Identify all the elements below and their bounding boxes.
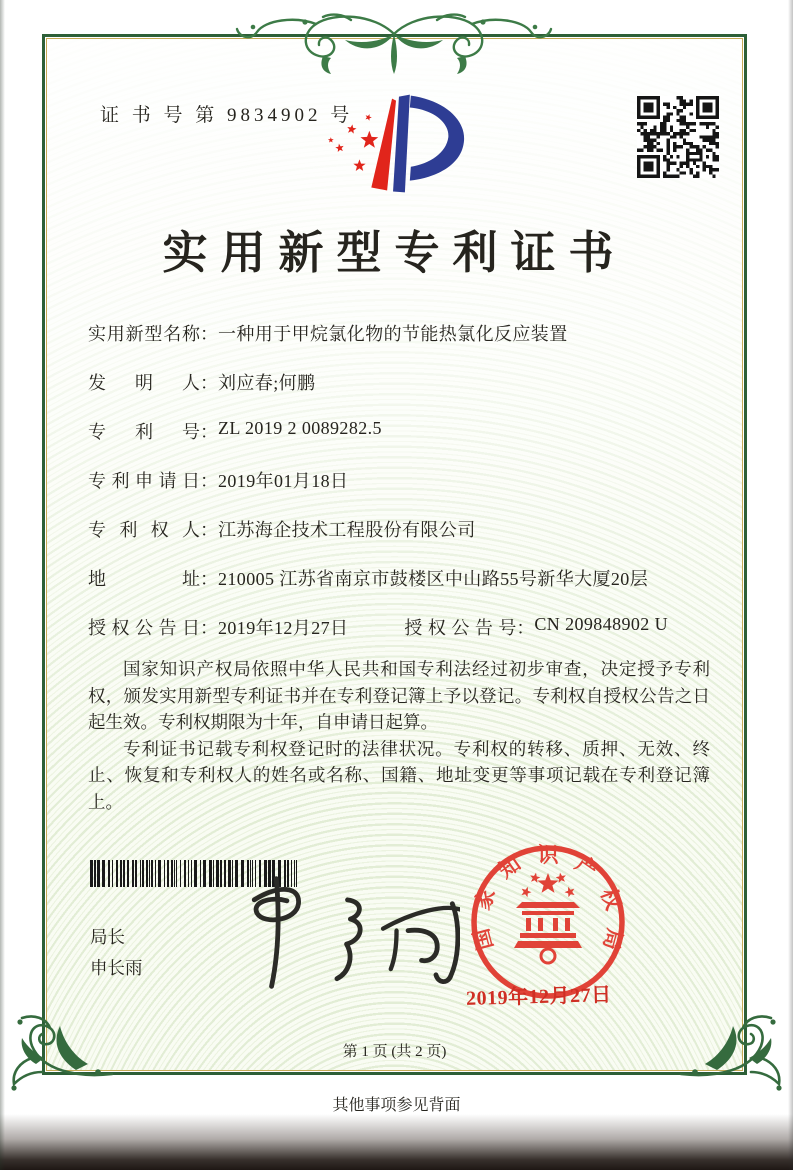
field-colon: ： <box>200 569 218 589</box>
commissioner-block <box>90 922 143 984</box>
grant-number-value: CN 209848902 U <box>534 614 669 634</box>
field-row-filing-date <box>88 467 718 495</box>
field-row-patentee <box>88 516 718 544</box>
field-row-patent-number <box>88 418 718 446</box>
commissioner-title: 局长 <box>90 927 125 947</box>
photo-right-shadow <box>788 0 793 1170</box>
field-label: 专利号 <box>88 422 200 442</box>
cnipa-logo-icon <box>318 90 476 205</box>
legal-text <box>88 656 710 815</box>
field-label: 实用新型名称 <box>88 324 200 344</box>
national-emblem-icon <box>514 873 582 963</box>
page-number: 第 1 页 (共 2 页) <box>342 1044 447 1060</box>
certificate-title: 实用新型专利证书 <box>162 228 627 278</box>
commissioner-signature <box>210 872 460 994</box>
seal-char: 识 <box>537 843 559 867</box>
field-value: 210005 江苏省南京市鼓楼区中山路55号新华大厦20层 <box>218 569 649 589</box>
legal-paragraph-2: 专利证书记载专利权登记时的法律状况。专利权的转移、质押、无效、终止、恢复和专利权人的姓名或名称、国籍、地址变更等事项记载在专利登记簿上。 <box>88 738 710 812</box>
field-label: 地址 <box>88 569 200 589</box>
seal-char: 知 <box>494 851 526 884</box>
seal-char: 家 <box>470 885 500 914</box>
field-row-invention-name <box>88 320 718 348</box>
field-row-grant <box>88 614 718 642</box>
field-list <box>88 320 718 663</box>
back-note: 其他事项参见背面 <box>332 1097 461 1114</box>
field-colon: ： <box>516 618 535 638</box>
top-flourish-ornament-icon <box>229 10 559 78</box>
field-value: 江苏海企技术工程股份有限公司 <box>218 520 476 540</box>
photo-bottom-shadow <box>0 1114 793 1170</box>
certificate-number: 证 书 号 第 9834902 号 <box>100 105 354 126</box>
field-row-address <box>88 565 718 593</box>
field-colon: ： <box>200 373 218 393</box>
field-value: 一种用于甲烷氯化物的节能热氯化反应装置 <box>218 324 568 344</box>
photo-left-shadow <box>0 0 5 1170</box>
field-label: 专利申请日 <box>88 471 200 491</box>
qr-code <box>637 96 719 178</box>
field-row-inventor <box>88 369 718 397</box>
field-label: 授权公告号 <box>404 618 517 638</box>
seal-char: 国 <box>468 926 498 953</box>
field-label: 发明人 <box>88 373 200 393</box>
field-colon: ： <box>200 618 218 638</box>
commissioner-name: 申长雨 <box>90 958 143 978</box>
seal-char: 产 <box>570 851 602 884</box>
seal-char: 权 <box>596 885 626 914</box>
grant-date-value: 2019年12月27日 <box>218 618 349 638</box>
seal-date: 2019年12月27日 <box>465 984 612 1010</box>
field-label: 授权公告日 <box>88 618 200 638</box>
field-value: 刘应春;何鹏 <box>218 373 316 393</box>
field-colon: ： <box>200 422 218 442</box>
field-label: 专利权人 <box>88 520 200 540</box>
field-colon: ： <box>200 471 218 491</box>
field-colon: ： <box>200 520 218 540</box>
field-colon: ： <box>200 324 218 344</box>
seal-char: 局 <box>598 926 628 953</box>
field-value: 2019年01月18日 <box>218 471 349 491</box>
legal-paragraph-1: 国家知识产权局依照中华人民共和国专利法经过初步审查，决定授予专利权，颁发实用新型专利证书并在专利登记簿上予以登记。专利权自授权公告之日起生效。专利权期限为十年，自申请日起算。 <box>88 659 710 732</box>
grant-number-pair <box>404 614 668 640</box>
field-value: ZL 2019 2 0089282.5 <box>218 418 382 438</box>
